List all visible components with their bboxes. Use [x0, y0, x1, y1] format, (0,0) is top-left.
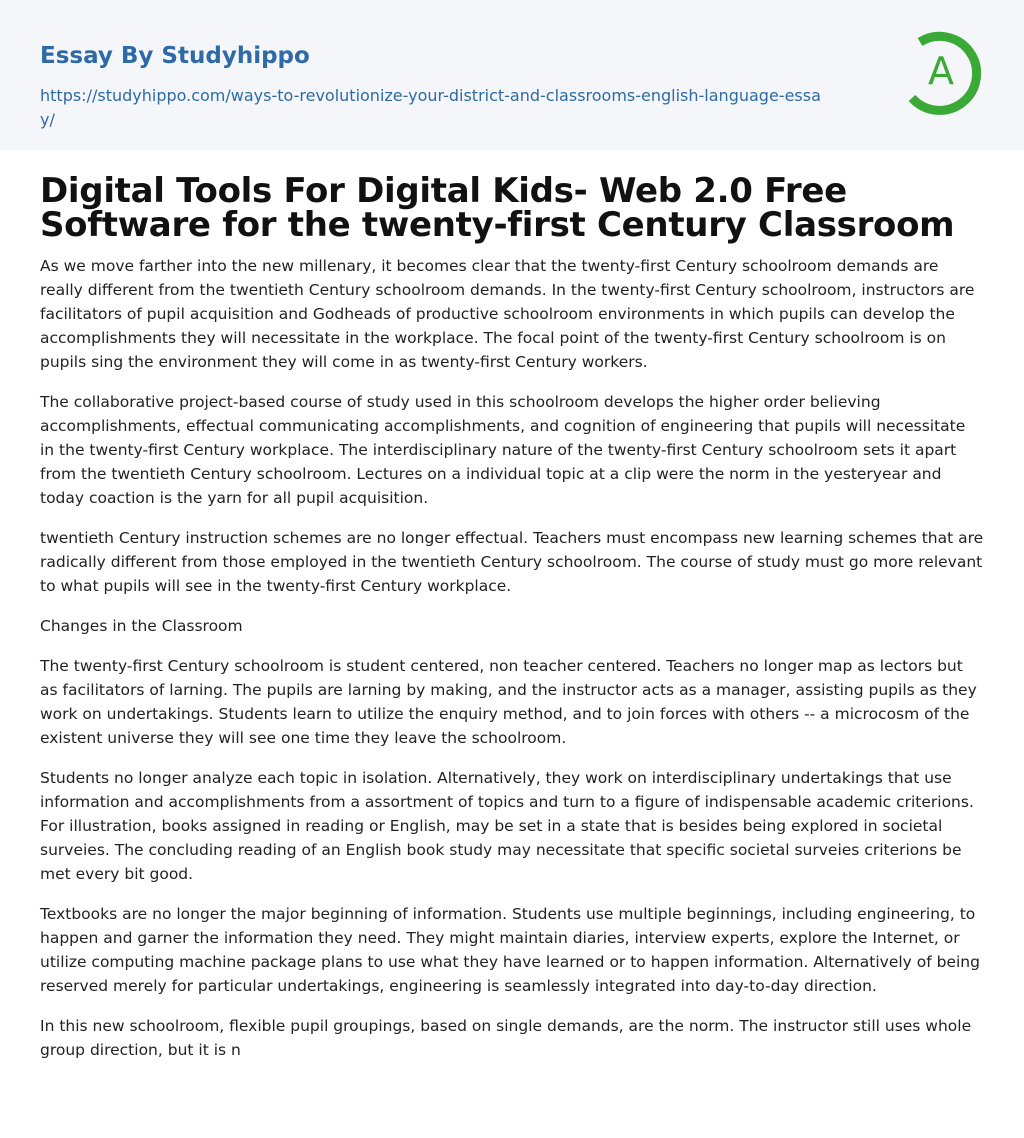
site-header [0, 0, 1024, 150]
section-heading: Changes in the Classroom [40, 617, 243, 635]
article-body [0, 150, 1024, 1062]
brand-name: Essay By Studyhippo [40, 43, 310, 69]
logo-letter: A [928, 49, 954, 93]
studyhippo-logo-icon [898, 28, 986, 116]
article-title: Digital Tools For Digital Kids- Web 2.0 Free Software for the twenty-first Century Classroom [40, 171, 955, 245]
paragraph: twentieth Century instruction schemes are no longer effectual. Teachers must encompass new learning schemes that are radically different from those employed in the twentieth Century schoolroom. The course of study must go more relevant to what pupils will see in the twenty-first Century workplace. [40, 529, 984, 595]
paragraph: Students no longer analyze each topic in isolation. Alternatively, they work on interdisciplinary undertakings that use information and accomplishments from a assortment of topics and turn to a figure of indispensable academic criterions. For illustration, books assigned in reading or English, may be set in a state that is besides being explored in societal surveies. The concluding reading of an English book study may necessitate that specific societal surveies criterions be met every bit good. [40, 769, 974, 883]
source-url-link[interactable]: https://studyhippo.com/ways-to-revolutionize-your-district-and-classrooms-english-language-essay/ [40, 86, 821, 129]
paragraph: The collaborative project-based course of study used in this schoolroom develops the higher order believing accomplishments, effectual communicating accomplishments, and cognition of engineering that pupils will necessitate in the twenty-first Century workplace. The interdisciplinary nature of the twenty-first Century schoolroom sets it apart from the twentieth Century schoolroom. Lectures on a individual topic at a clip were the norm in the yesteryear and today coaction is the yarn for all pupil acquisition. [40, 393, 966, 507]
paragraph: The twenty-first Century schoolroom is student centered, non teacher centered. Teachers no longer map as lectors but as facilitators of larning. The pupils are larning by making, and the instructor acts as a manager, assisting pupils as they work on undertakings. Students learn to utilize the enquiry method, and to join forces with others -- a microcosm of the existent universe they will see one time they leave the schoolroom. [40, 657, 977, 747]
paragraph: In this new schoolroom, flexible pupil groupings, based on single demands, are the norm. The instructor still uses whole group direction, but it is n [40, 1017, 972, 1059]
paragraph: As we move farther into the new millenary, it becomes clear that the twenty-first Century schoolroom demands are really different from the twentieth Century schoolroom demands. In the twenty-first Century schoolroom, instructors are facilitators of pupil acquisition and Godheads of productive schoolroom environments in which pupils can develop the accomplishments they will necessitate in the workplace. The focal point of the twenty-first Century schoolroom is on pupils sing the environment they will come in as twenty-first Century workers. [40, 257, 975, 371]
paragraph: Textbooks are no longer the major beginning of information. Students use multiple beginnings, including engineering, to happen and garner the information they need. They might maintain diaries, interview experts, explore the Internet, or utilize computing machine package plans to use what they have learned or to happen information. Alternatively of being reserved merely for particular undertakings, engineering is seamlessly integrated into day-to-day direction. [40, 905, 980, 995]
